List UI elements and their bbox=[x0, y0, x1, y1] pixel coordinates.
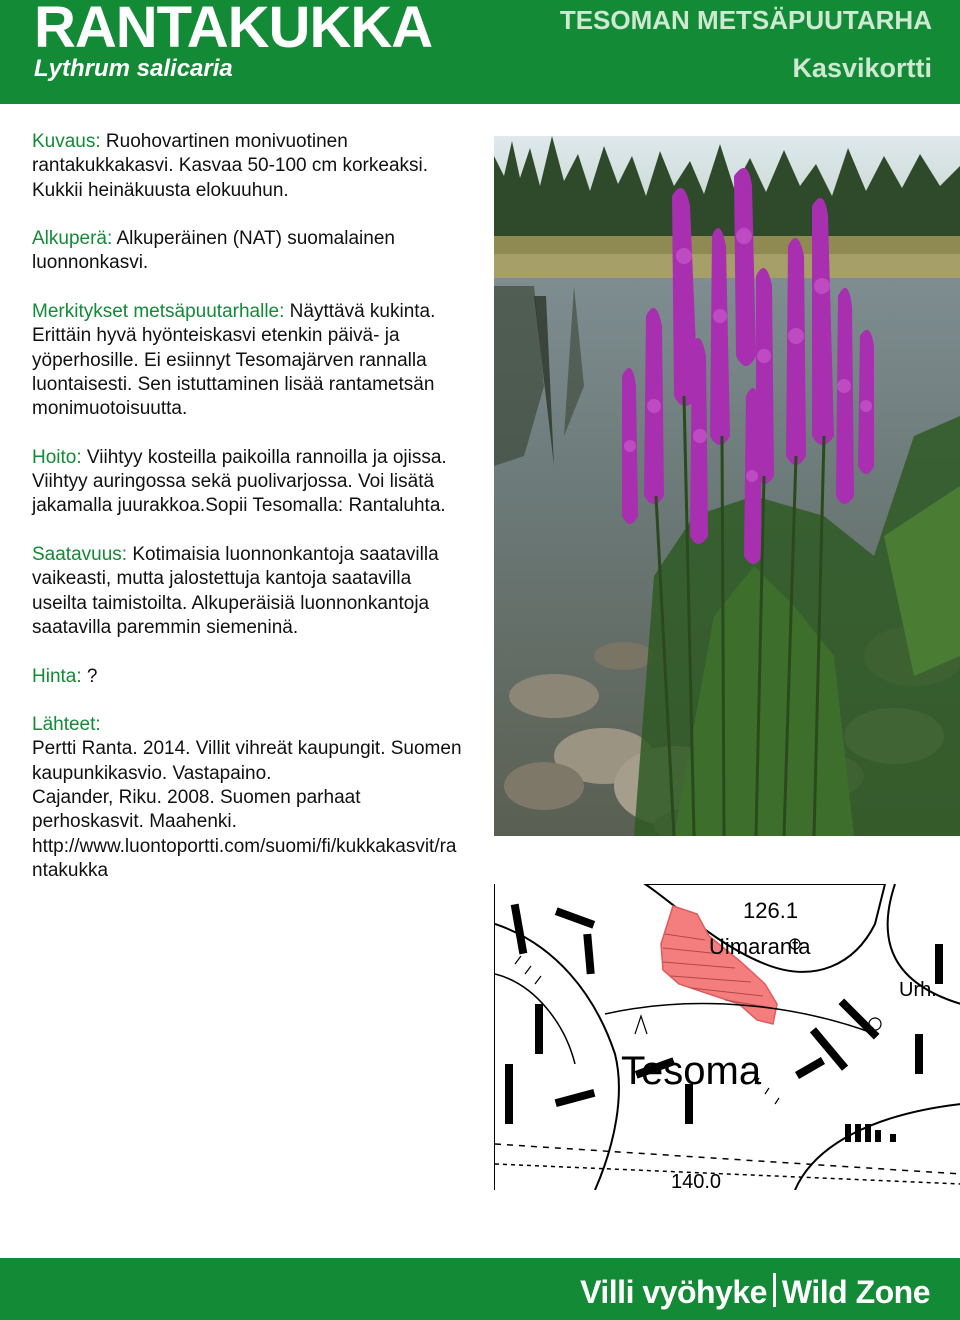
brand-left: Villi vyöhyke bbox=[580, 1274, 767, 1310]
plant-title: RANTAKUKKA bbox=[34, 0, 433, 60]
text-hinta: ? bbox=[81, 665, 98, 687]
brand-logo bbox=[580, 1272, 930, 1312]
section-hinta bbox=[32, 665, 462, 689]
text-alkupera: Alkuperäinen (NAT) suomalainen luonnonkasvi. bbox=[32, 228, 395, 274]
text-hoito: Viihtyy kosteilla paikoilla rannoilla ja ojissa. Viihtyy auringossa sekä puolivarjossa. Voi lisätä jakamalla juurakkoa.Sopii Tesomalla: Rantaluhta. bbox=[32, 446, 447, 517]
source-item: Pertti Ranta. 2014. Villit vihreät kaupungit. Suomen kaupunkikasvio. Vastapaino. bbox=[32, 738, 462, 784]
source-link[interactable]: http://www.luontoportti.com/suomi/fi/kukkakasvit/rantakukka bbox=[32, 835, 457, 881]
label-saatavuus: Saatavuus: bbox=[32, 544, 128, 566]
source-item: Cajander, Riku. 2008. Suomen parhaat perhoskasvit. Maahenki. bbox=[32, 787, 361, 833]
footer-banner bbox=[0, 1258, 960, 1320]
map-label-district: Tesoma bbox=[621, 1049, 762, 1093]
map-label-beach: Uimaranta bbox=[709, 934, 811, 959]
section-lahteet bbox=[32, 713, 462, 883]
brand-right: Wild Zone bbox=[781, 1274, 930, 1310]
organization-name: TESOMAN METSÄPUUTARHA bbox=[559, 5, 932, 35]
label-lahteet: Lähteet: bbox=[32, 714, 101, 736]
document-type: Kasvikortti bbox=[792, 53, 932, 83]
text-saatavuus: Kotimaisia luonnonkantoja saatavilla vaikeasti, mutta jalostettuja kantoja saatavilla useilta taimistoilta. Alkuperäisiä luonnonkantoja saatavilla paremmin siemeninä. bbox=[32, 544, 439, 638]
section-alkupera bbox=[32, 227, 462, 276]
location-map-drawing bbox=[495, 884, 960, 1190]
brand-divider-icon bbox=[773, 1273, 776, 1307]
header-banner bbox=[0, 0, 960, 104]
text-merkitykset: Näyttävä kukinta. Erittäin hyvä hyönteiskasvi etenkin päivä- ja yöperhosille. Ei esiinnyt Tesomajärven rannalla luontaisesti. Sen istuttaminen lisää rantametsän monimuotoisuutta. bbox=[32, 301, 436, 420]
text-kuvaus: Ruohovartinen monivuotinen rantakukkakasvi. Kasvaa 50-100 cm korkeaksi. Kukkii heinäkuusta elokuuhun. bbox=[32, 131, 429, 201]
plant-photo-illustration bbox=[494, 136, 960, 836]
map-label-urh: Urh. bbox=[899, 979, 937, 1001]
label-alkupera: Alkuperä: bbox=[32, 228, 113, 250]
location-map bbox=[494, 884, 960, 1190]
section-kuvaus bbox=[32, 130, 462, 203]
label-merkitykset: Merkitykset metsäpuutarhalle: bbox=[32, 301, 285, 323]
label-hoito: Hoito: bbox=[32, 446, 82, 468]
section-hoito bbox=[32, 446, 462, 519]
label-kuvaus: Kuvaus: bbox=[32, 131, 101, 152]
map-label-bottom-elevation: 140.0 bbox=[671, 1171, 722, 1190]
map-label-elevation: 126.1 bbox=[743, 898, 799, 923]
plant-description bbox=[32, 130, 462, 883]
label-hinta: Hinta: bbox=[32, 665, 82, 687]
latin-name: Lythrum salicaria bbox=[34, 55, 233, 82]
plant-photo bbox=[494, 136, 960, 836]
section-merkitykset bbox=[32, 300, 462, 421]
section-saatavuus bbox=[32, 543, 462, 640]
